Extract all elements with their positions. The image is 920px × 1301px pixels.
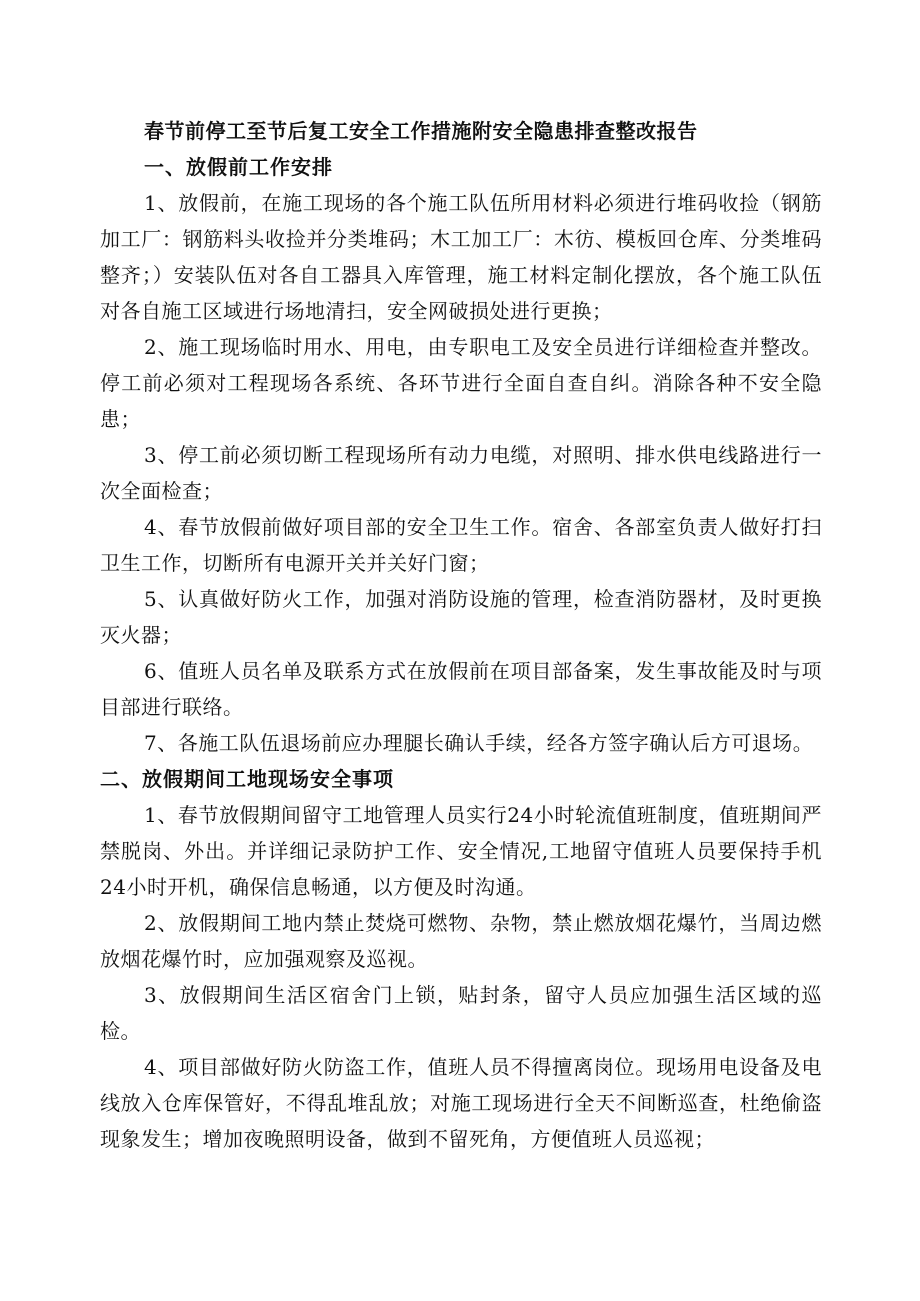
section-1-item-7: 7、各施工队伍退场前应办理腿长确认手续，经各方签字确认后方可退场。 (144, 731, 814, 755)
section-2-item-1: 1、春节放假期间留守工地管理人员实行24小时轮流值班制度，值班期间严禁脱岗、外出。并详细记录防护工作、安全情况,工地留守值班人员要保持手机24小时开机，确保信息畅通，以方便及时沟通。 (100, 803, 822, 899)
section-1-item-4: 4、春节放假前做好项目部的安全卫生工作。宿舍、各部室负责人做好打扫卫生工作，切断所有电源开关并关好门窗； (100, 515, 822, 575)
document-body (100, 113, 822, 1157)
section-1-item-2: 2、施工现场临时用水、用电，由专职电工及安全员进行详细检查并整改。停工前必须对工程现场各系统、各环节进行全面自查自纠。消除各种不安全隐患； (100, 335, 822, 431)
section-2-item-2: 2、放假期间工地内禁止焚烧可燃物、杂物，禁止燃放烟花爆竹，当周边燃放烟花爆竹时，应加强观察及巡视。 (100, 911, 822, 971)
section-1-item-5: 5、认真做好防火工作，加强对消防设施的管理，检查消防器材，及时更换灭火器； (100, 587, 822, 647)
section-1-item-6: 6、值班人员名单及联系方式在放假前在项目部备案，发生事故能及时与项目部进行联络。 (100, 659, 822, 719)
document-title: 春节前停工至节后复工安全工作措施附安全隐患排查整改报告 (144, 119, 698, 143)
section-heading-1: 一、放假前工作安排 (144, 155, 333, 179)
section-2-item-3: 3、放假期间生活区宿舍门上锁，贴封条，留守人员应加强生活区域的巡检。 (100, 983, 822, 1043)
section-heading-2: 二、放假期间工地现场安全事项 (100, 767, 394, 791)
section-1-item-3: 3、停工前必须切断工程现场所有动力电缆，对照明、排水供电线路进行一次全面检查； (100, 443, 822, 503)
section-2-item-4: 4、项目部做好防火防盗工作，值班人员不得擅离岗位。现场用电设备及电线放入仓库保管好，不得乱堆乱放；对施工现场进行全天不间断巡查，杜绝偷盗现象发生；增加夜晚照明设备，做到不留死角，方便值班人员巡视； (100, 1055, 822, 1151)
section-1-item-1: 1、放假前，在施工现场的各个施工队伍所用材料必须进行堆码收捡（钢筋加工厂：钢筋料头收捡并分类堆码；木工加工厂：木彷、模板回仓库、分类堆码整齐；）安装队伍对各自工器具入库管理，施工材料定制化摆放，各个施工队伍对各自施工区域进行场地清扫，安全网破损处进行更换； (100, 191, 822, 323)
